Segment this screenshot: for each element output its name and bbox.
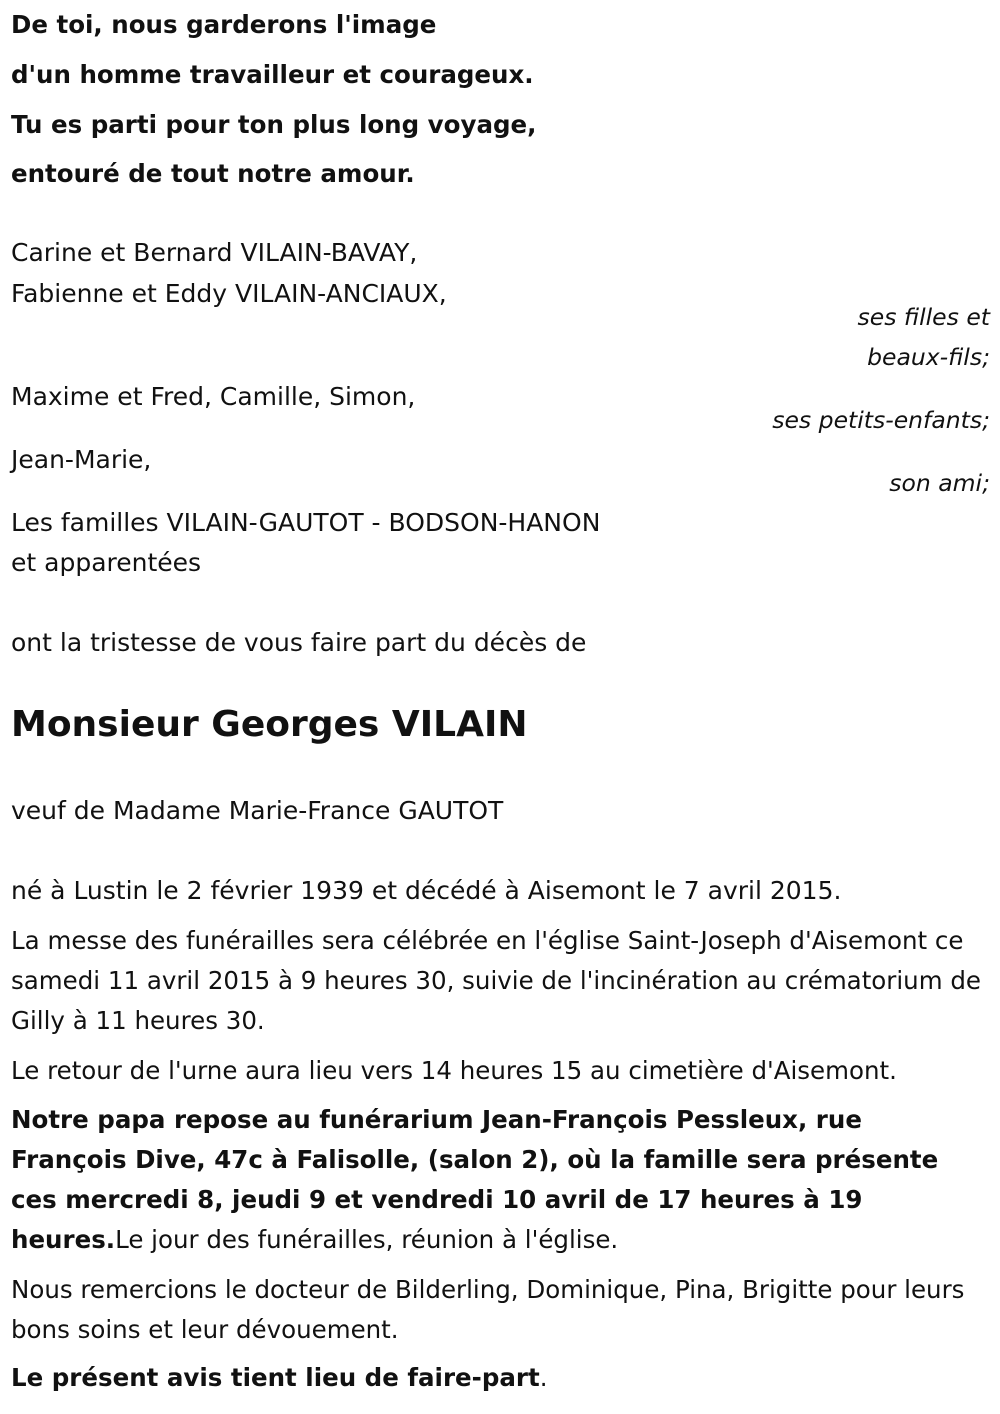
daughter-couple-2: Fabienne et Eddy VILAIN-ANCIAUX, <box>11 279 447 308</box>
daughter-couple-1: Carine et Bernard VILAIN-BAVAY, <box>11 238 418 267</box>
deceased-name: Monsieur Georges VILAIN <box>11 704 528 745</box>
thanks: Nous remercions le docteur de Bilderling, Dominique, Pina, Brigitte pour leurs bons soins et leur dévouement. <box>11 1275 965 1344</box>
grandchildren: Maxime et Fred, Camille, Simon, <box>11 382 416 411</box>
verse-line-1: De toi, nous garderons l'image <box>11 10 437 39</box>
verse-line-2: d'un homme travailleur et courageux. <box>11 60 534 89</box>
funeral-mass: La messe des funérailles sera célébrée en l'église Saint-Joseph d'Aisemont ce samedi 11 avril 2015 à 9 heures 30, suivie de l'incinération au crématorium de Gilly à 11 heures 30. <box>11 926 981 1035</box>
closing-period: . <box>539 1363 548 1392</box>
birth-death: né à Lustin le 2 février 1939 et décédé à Aisemont le 7 avril 2015. <box>11 876 842 905</box>
friend-role: son ami; <box>889 469 990 497</box>
closing-bold-text: Le présent avis tient lieu de faire-part <box>11 1363 540 1392</box>
announcement: ont la tristesse de vous faire part du décès de <box>11 628 587 657</box>
closing-note <box>11 1358 986 1398</box>
funerarium-bold-text: Notre papa repose au funérarium Jean-François Pessleux, rue François Dive, 47c à Falisolle, (salon 2), où la famille sera présente ces mercredi 8, jeudi 9 et vendredi 10 avril de 17 heures à 19 heures. <box>11 1105 939 1254</box>
grandchildren-role: ses petits-enfants; <box>772 406 990 434</box>
friend: Jean-Marie, <box>11 445 152 474</box>
daughters-role-line-1: ses filles et <box>857 303 990 331</box>
daughters-role-line-2: beaux-fils; <box>867 343 990 371</box>
verse-line-4: entouré de tout notre amour. <box>11 159 415 188</box>
families-line-2: et apparentées <box>11 548 202 577</box>
families-line-1: Les familles VILAIN-GAUTOT - BODSON-HANON <box>11 508 601 537</box>
funerarium-rest-text: Le jour des funérailles, réunion à l'église. <box>115 1225 619 1254</box>
urn-return: Le retour de l'urne aura lieu vers 14 heures 15 au cimetière d'Aisemont. <box>11 1056 897 1085</box>
funerarium-info <box>11 1100 986 1260</box>
widower-of: veuf de Madame Marie-France GAUTOT <box>11 796 504 825</box>
verse-line-3: Tu es parti pour ton plus long voyage, <box>11 110 537 139</box>
